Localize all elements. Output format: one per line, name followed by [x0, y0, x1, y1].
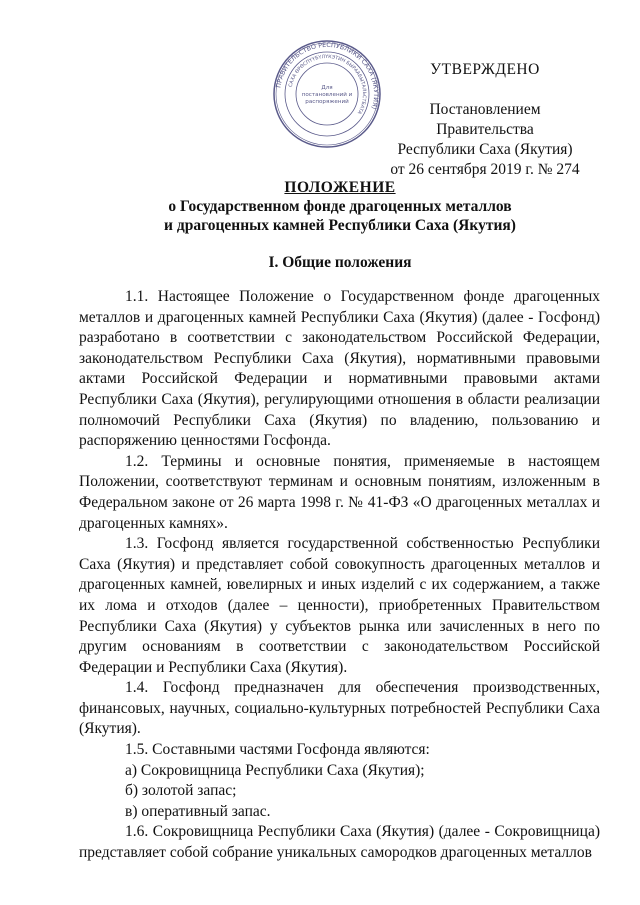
approval-block — [360, 60, 590, 180]
list-item-a: а) Сокровищница Республики Саха (Якутия); — [125, 761, 425, 779]
seal-outer-text: ПРАВИТЕЛЬСТВО РЕСПУБЛИКИ САХА (ЯКУТИЯ) — [274, 40, 381, 111]
seal-center-line2: постановлений и — [301, 92, 353, 98]
approval-line-3: от 26 сентября 2019 г. № 274 — [390, 161, 580, 178]
paragraph-1-6: 1.6. Сокровищница Республики Саха (Якутия) (далее - Сокровищница) представляет собой собрание уникальных самородков драгоценных металлов — [79, 823, 600, 862]
paragraph-1-4: 1.4. Госфонд предназначен для обеспечения производственных, финансовых, научных, социально-культурных потребностей Республики Саха (Якутия). — [79, 679, 600, 738]
paragraph-1-5: 1.5. Составными частями Госфонда являются: — [125, 741, 430, 759]
list-item-c: в) оперативный запас. — [125, 802, 271, 820]
document-body — [79, 287, 600, 864]
seal-inner-text: САХА ӨРӨСПҮҮБҮЛҮКЭТИН БЫРААБЫТАЛЬСТБАТА — [288, 54, 367, 115]
title-main: ПОЛОЖЕНИЕ — [284, 179, 396, 196]
seal-center-line1: Для — [321, 85, 333, 91]
paragraph-1-3: 1.3. Госфонд является государственной собственностью Республики Саха (Якутия) и представляет собой совокупность драгоценных металлов и драгоценных камней, ювелирных и иных изделий с их содержанием, а также их лома и отходов (далее – ценности), приобретенных Правительством Республики Саха (Якутия) у субъектов рынка или зачисленных в него по другим основаниям в соответствии с законодательством Российской Федерации и Республики Саха (Якутия). — [79, 535, 600, 676]
approval-heading: УТВЕРЖДЕНО — [430, 61, 540, 78]
approval-line-1: Постановлением Правительства — [429, 101, 541, 138]
paragraph-1-1: 1.1. Настоящее Положение о Государственном фонде драгоценных металлов и драгоценных камней Республики Саха (Якутия) (далее - Госфонд) разработано в соответствии с законодательством Российской Федерации, законодательством Республики Саха (Якутия), нормативными правовыми актами Российской Федерации и нормативными правовыми актами Республики Саха (Якутия), регулирующими отношения в области реализации полномочий Республики Саха (Якутия) по владению, пользованию и распоряжению ценностями Госфонда. — [79, 288, 600, 450]
section-heading: I. Общие положения — [268, 254, 412, 271]
seal-center-line3: распоряжений — [305, 99, 349, 105]
list-item-b: б) золотой запас; — [125, 782, 237, 800]
title-line-3: и драгоценных камней Республики Саха (Якутия) — [164, 217, 516, 234]
paragraph-1-2: 1.2. Термины и основные понятия, применяемые в настоящем Положении, соответствуют терминам и основным понятиям, изложенным в Федеральном законе от 26 марта 1998 г. № 41-ФЗ «О драгоценных металлах и драгоценных камнях». — [79, 452, 600, 532]
approval-line-2: Республики Саха (Якутия) — [397, 141, 573, 158]
document-title — [60, 178, 620, 235]
title-line-2: о Государственном фонде драгоценных металлов — [168, 198, 512, 215]
